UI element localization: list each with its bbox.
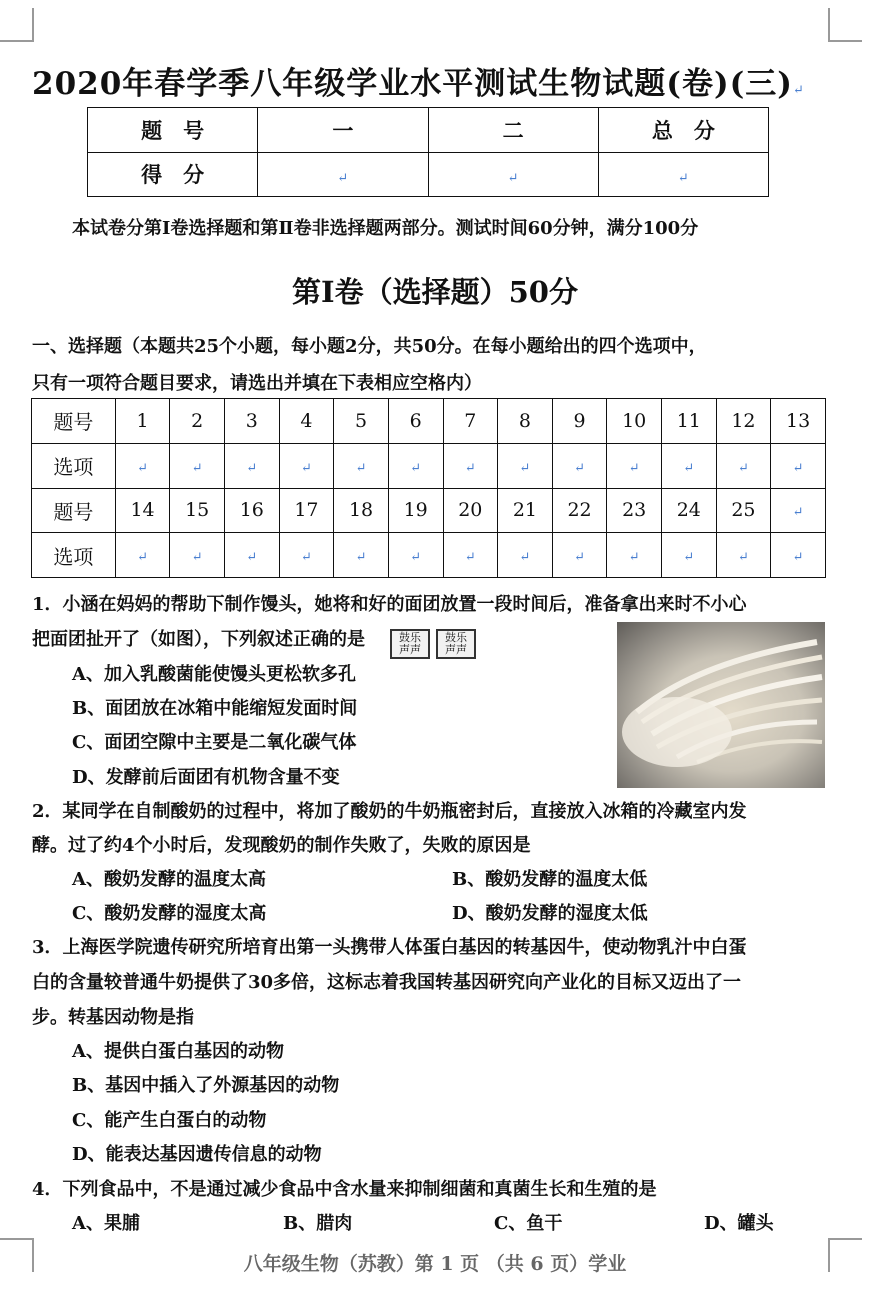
question-number-cell: 13 — [771, 399, 826, 444]
answer-entry-cell[interactable] — [552, 533, 607, 578]
paragraph-mark-icon: ↵ — [355, 460, 367, 476]
question-number-cell: 1 — [115, 399, 170, 444]
answer-entry-cell[interactable] — [225, 533, 280, 578]
answer-entry-cell[interactable] — [498, 443, 553, 488]
answer-row-label: 题号 — [32, 488, 116, 533]
answer-entry-cell[interactable] — [334, 533, 389, 578]
question-number-cell: 2 — [170, 399, 225, 444]
q1-option-b: B、面团放在冰箱中能缩短发面时间 — [72, 698, 358, 719]
q2-stem-line-2: 酵。过了约4个小时后，发现酸奶的制作失败了，失败的原因是 — [32, 835, 531, 856]
paragraph-mark-icon: ↵ — [677, 170, 689, 186]
score-header-cell: 题 号 — [88, 108, 258, 153]
answer-entry-cell[interactable] — [607, 443, 662, 488]
question-number-cell: 11 — [662, 399, 717, 444]
answer-number-row — [32, 488, 826, 533]
paragraph-mark-icon: ↵ — [737, 550, 749, 566]
q2-stem-line-1: 2．某同学在自制酸奶的过程中，将加了酸奶的牛奶瓶密封后，直接放入冰箱的冷藏室内发 — [32, 801, 747, 822]
answer-choice-row — [32, 533, 826, 578]
answer-entry-cell[interactable] — [388, 443, 443, 488]
crop-mark-top-left — [0, 8, 34, 42]
answer-entry-cell[interactable] — [115, 533, 170, 578]
score-header-cell: 总 分 — [598, 108, 768, 153]
paragraph-mark-icon: ↵ — [792, 83, 805, 98]
answer-entry-cell[interactable] — [716, 533, 771, 578]
page-footer: 八年级生物（苏教）第 1 页 （共 6 页）学业 — [243, 1253, 627, 1275]
paragraph-mark-icon: ↵ — [507, 170, 519, 186]
paragraph-mark-icon: ↵ — [628, 460, 640, 476]
question-number-cell: 4 — [279, 399, 334, 444]
q3-option-b: B、基因中插入了外源基因的动物 — [72, 1075, 340, 1096]
watermark-logo: 鼓乐 声声 — [436, 629, 476, 659]
paragraph-mark-icon: ↵ — [792, 550, 804, 566]
score-header-cell: 一 — [258, 108, 428, 153]
paragraph-mark-icon: ↵ — [191, 550, 203, 566]
question-number-cell: 17 — [279, 488, 334, 533]
paragraph-mark-icon: ↵ — [300, 460, 312, 476]
question-number-cell: 12 — [716, 399, 771, 444]
paragraph-mark-icon: ↵ — [191, 460, 203, 476]
answer-entry-cell[interactable] — [443, 443, 498, 488]
q1-option-c: C、面团空隙中主要是二氧化碳气体 — [72, 732, 357, 753]
answer-entry-cell[interactable] — [170, 533, 225, 578]
paragraph-mark-icon: ↵ — [519, 550, 531, 566]
q3-option-a: A、提供白蛋白基因的动物 — [72, 1041, 284, 1062]
answer-entry-cell[interactable] — [225, 443, 280, 488]
answer-choice-row — [32, 443, 826, 488]
answer-entry-cell[interactable] — [607, 533, 662, 578]
answer-entry-cell[interactable] — [279, 443, 334, 488]
paragraph-mark-icon: ↵ — [628, 550, 640, 566]
paragraph-mark-icon: ↵ — [792, 505, 804, 521]
q3-stem-line-1: 3．上海医学院遗传研究所培育出第一头携带人体蛋白基因的转基因牛，使动物乳汁中白蛋 — [32, 937, 747, 958]
q4-option-a: A、果脯 — [72, 1213, 140, 1234]
paragraph-mark-icon: ↵ — [337, 170, 349, 186]
score-row-label: 得 分 — [88, 152, 258, 197]
score-entry-cell[interactable] — [428, 152, 598, 197]
q3-stem-line-2: 白的含量较普通牛奶提供了30多倍，这标志着我国转基因研究向产业化的目标又迈出了一 — [32, 972, 742, 993]
answer-entry-cell[interactable] — [334, 443, 389, 488]
question-number-cell: 25 — [716, 488, 771, 533]
q2-option-a: A、酸奶发酵的温度太高 — [72, 869, 266, 890]
score-table — [87, 107, 769, 197]
question-number-cell: 20 — [443, 488, 498, 533]
answer-table — [31, 398, 826, 578]
question-number-cell: 18 — [334, 488, 389, 533]
instructions-line-1: 一、选择题（本题共25个小题，每小题2分，共50分。在每小题给出的四个选项中， — [32, 336, 707, 357]
q4-stem: 4．下列食品中，不是通过减少食品中含水量来抑制细菌和真菌生长和生殖的是 — [32, 1179, 657, 1200]
test-intro: 本试卷分第Ⅰ卷选择题和第Ⅱ卷非选择题两部分。测试时间60分钟，满分100分 — [72, 218, 699, 239]
q3-option-c: C、能产生白蛋白的动物 — [72, 1110, 267, 1131]
paragraph-mark-icon: ↵ — [246, 460, 258, 476]
answer-row-label: 选项 — [32, 443, 116, 488]
paragraph-mark-icon: ↵ — [574, 460, 586, 476]
paragraph-mark-icon: ↵ — [410, 460, 422, 476]
q1-option-d: D、发酵前后面团有机物含量不变 — [72, 767, 340, 788]
question-number-cell: 10 — [607, 399, 662, 444]
dough-photo — [617, 622, 825, 788]
answer-entry-cell[interactable] — [552, 443, 607, 488]
section-title: 第Ⅰ卷（选择题）50分 — [292, 275, 578, 309]
q3-option-d: D、能表达基因遗传信息的动物 — [72, 1144, 322, 1165]
q2-option-b: B、酸奶发酵的温度太低 — [452, 869, 648, 890]
paragraph-mark-icon: ↵ — [464, 550, 476, 566]
question-number-cell: 8 — [498, 399, 553, 444]
answer-number-row — [32, 399, 826, 444]
answer-entry-cell[interactable] — [662, 533, 717, 578]
q2-option-d: D、酸奶发酵的湿度太低 — [452, 903, 648, 924]
paragraph-mark-icon: ↵ — [574, 550, 586, 566]
question-number-cell: 6 — [388, 399, 443, 444]
paragraph-mark-icon: ↵ — [300, 550, 312, 566]
answer-entry-cell[interactable] — [388, 533, 443, 578]
answer-entry-cell[interactable] — [170, 443, 225, 488]
question-number-cell: 7 — [443, 399, 498, 444]
answer-entry-cell[interactable] — [716, 443, 771, 488]
paragraph-mark-icon: ↵ — [737, 460, 749, 476]
q1-stem-line-1: 1．小涵在妈妈的帮助下制作馒头，她将和好的面团放置一段时间后，准备拿出来时不小心 — [32, 594, 747, 615]
instructions-line-2: 只有一项符合题目要求，请选出并填在下表相应空格内） — [32, 373, 482, 394]
paragraph-mark-icon: ↵ — [137, 460, 149, 476]
q1-option-a: A、加入乳酸菌能使馒头更松软多孔 — [72, 664, 356, 685]
score-header-cell: 二 — [428, 108, 598, 153]
question-number-cell: 14 — [115, 488, 170, 533]
paragraph-mark-icon: ↵ — [683, 550, 695, 566]
page-title-text: 2020年春学季八年级学业水平测试生物试题(卷)(三) — [32, 66, 793, 102]
answer-row-label: 选项 — [32, 533, 116, 578]
paragraph-mark-icon: ↵ — [410, 550, 422, 566]
score-entry-cell[interactable] — [258, 152, 428, 197]
paragraph-mark-icon: ↵ — [792, 460, 804, 476]
answer-entry-cell[interactable] — [115, 443, 170, 488]
question-number-cell — [771, 488, 826, 533]
watermark-logo: 鼓乐 声声 — [390, 629, 430, 659]
paragraph-mark-icon: ↵ — [355, 550, 367, 566]
score-table-header-row — [88, 108, 769, 153]
answer-entry-cell[interactable] — [662, 443, 717, 488]
paragraph-mark-icon: ↵ — [683, 460, 695, 476]
question-number-cell: 23 — [607, 488, 662, 533]
paragraph-mark-icon: ↵ — [246, 550, 258, 566]
crop-mark-top-right — [828, 8, 862, 42]
answer-entry-cell[interactable] — [771, 443, 826, 488]
q4-option-b: B、腊肉 — [283, 1213, 353, 1234]
question-number-cell: 16 — [225, 488, 280, 533]
score-table-value-row — [88, 152, 769, 197]
question-number-cell: 24 — [662, 488, 717, 533]
paragraph-mark-icon: ↵ — [519, 460, 531, 476]
q1-stem-line-2: 把面团扯开了（如图），下列叙述正确的是 — [32, 629, 365, 650]
question-number-cell: 19 — [388, 488, 443, 533]
answer-entry-cell[interactable] — [771, 533, 826, 578]
q4-option-d: D、罐头 — [704, 1213, 774, 1234]
paragraph-mark-icon: ↵ — [464, 460, 476, 476]
question-number-cell: 9 — [552, 399, 607, 444]
q4-option-c: C、鱼干 — [494, 1213, 563, 1234]
question-number-cell: 3 — [225, 399, 280, 444]
question-number-cell: 21 — [498, 488, 553, 533]
q2-option-c: C、酸奶发酵的湿度太高 — [72, 903, 267, 924]
answer-entry-cell[interactable] — [279, 533, 334, 578]
answer-entry-cell[interactable] — [443, 533, 498, 578]
question-number-cell: 22 — [552, 488, 607, 533]
paragraph-mark-icon: ↵ — [137, 550, 149, 566]
answer-row-label: 题号 — [32, 399, 116, 444]
page-title — [32, 58, 805, 103]
question-number-cell: 15 — [170, 488, 225, 533]
answer-entry-cell[interactable] — [498, 533, 553, 578]
q3-stem-line-3: 步。转基因动物是指 — [32, 1007, 194, 1028]
dough-strands-illustration — [617, 622, 825, 788]
score-entry-cell[interactable] — [598, 152, 768, 197]
question-number-cell: 5 — [334, 399, 389, 444]
